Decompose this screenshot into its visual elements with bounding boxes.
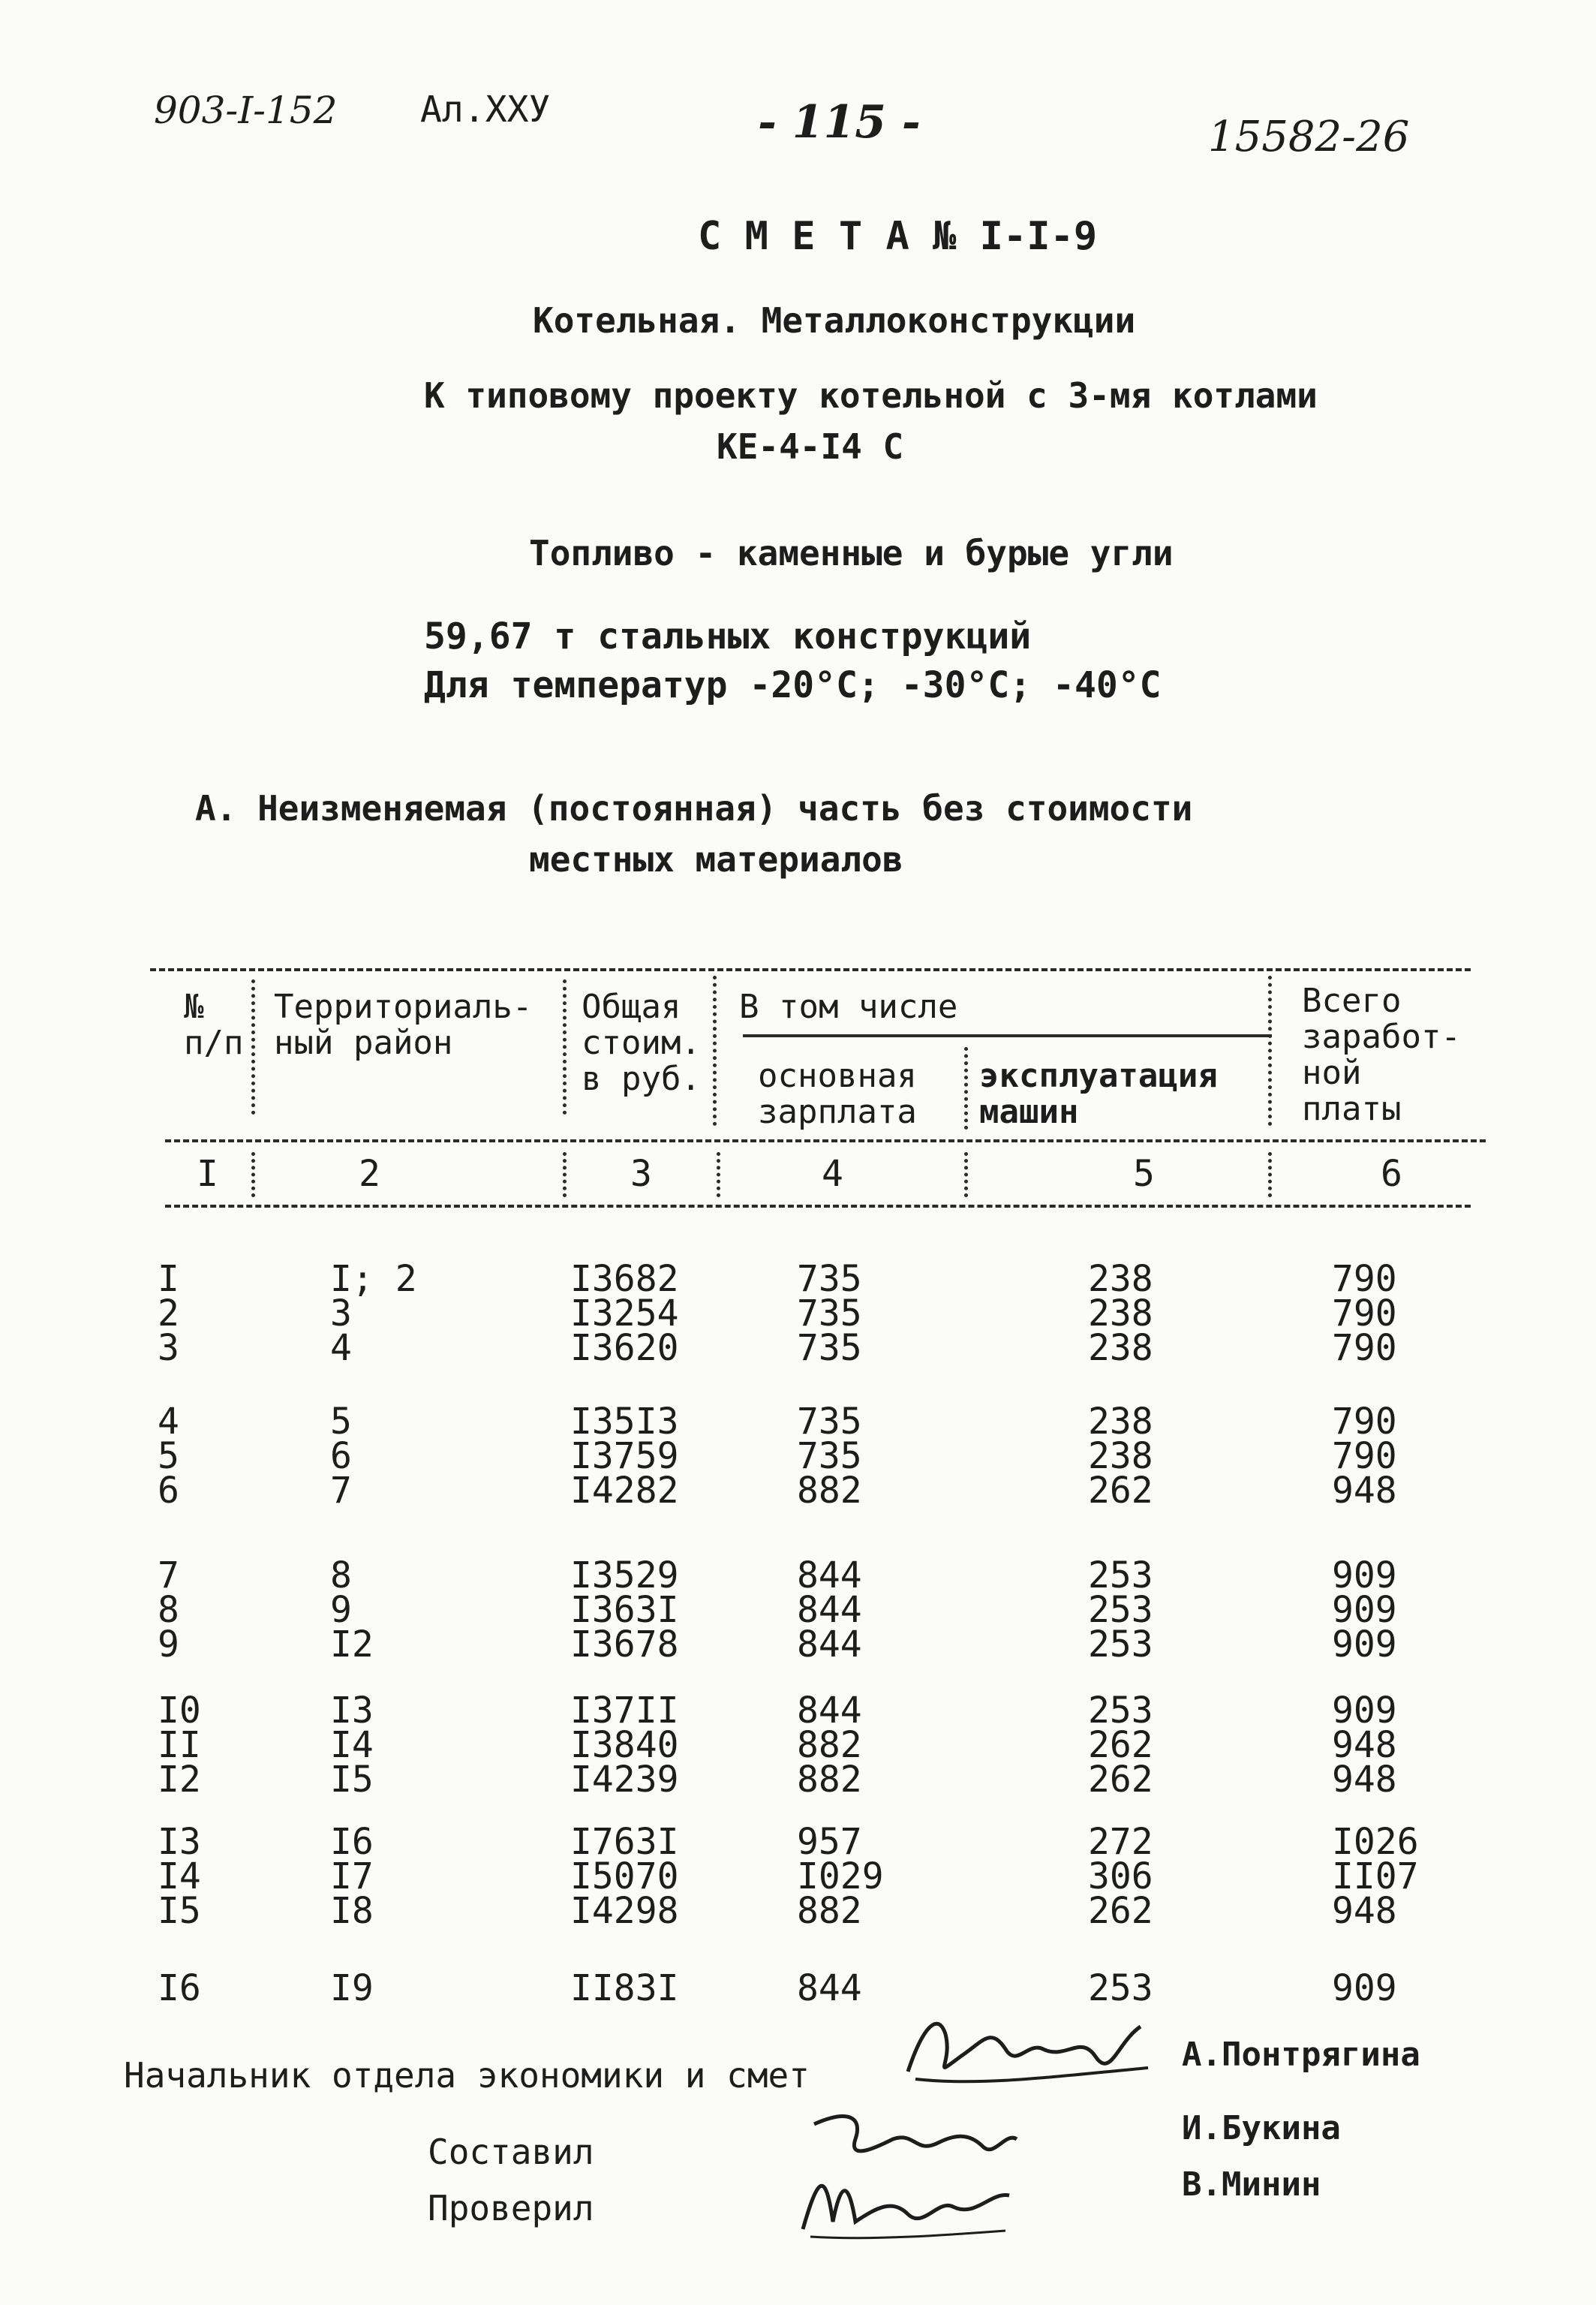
project-line-1: К типовому проекту котельной с 3-мя котлами <box>424 375 1318 416</box>
column-divider <box>713 976 717 1126</box>
temperature-line: Для температур -20°С; -30°С; -40°С <box>424 664 1162 706</box>
table-cell-r12-c3: I4239 <box>570 1759 679 1801</box>
column-divider <box>964 1152 968 1197</box>
column-divider <box>964 1047 968 1130</box>
table-cell-r13-c4: 957 <box>797 1821 862 1863</box>
table-cell-r6-c1: 6 <box>158 1470 179 1512</box>
table-cell-r5-c2: 6 <box>330 1435 352 1477</box>
table-cell-r9-c1: 9 <box>158 1623 179 1666</box>
table-cell-r13-c6: I026 <box>1332 1821 1419 1863</box>
table-cell-r1-c3: I3682 <box>570 1258 679 1300</box>
table-cell-r8-c5: 253 <box>1088 1589 1153 1631</box>
header-total-cost: Общая стоим. в руб. <box>582 988 701 1098</box>
table-cell-r5-c3: I3759 <box>570 1435 679 1477</box>
header-bottom-rule <box>165 1139 1486 1142</box>
table-cell-r11-c3: I3840 <box>570 1724 679 1766</box>
table-cell-r14-c2: I7 <box>330 1855 374 1897</box>
table-cell-r14-c4: I029 <box>797 1855 884 1897</box>
table-cell-r3-c5: 238 <box>1088 1327 1153 1369</box>
table-cell-r4-c3: I35I3 <box>570 1401 679 1443</box>
column-number-2: 2 <box>359 1153 380 1195</box>
header-group-including: В том числе <box>739 988 958 1026</box>
table-cell-r3-c4: 735 <box>797 1327 862 1369</box>
table-cell-r13-c5: 272 <box>1088 1821 1153 1863</box>
table-cell-r3-c1: 3 <box>158 1327 179 1369</box>
table-cell-r16-c3: II83I <box>570 1967 679 2009</box>
project-line-2: КЕ-4-I4 С <box>717 426 904 467</box>
column-divider <box>251 979 255 1115</box>
column-number-3: 3 <box>630 1153 652 1195</box>
table-cell-r2-c1: 2 <box>158 1292 179 1335</box>
table-cell-r8-c6: 909 <box>1332 1589 1397 1631</box>
table-cell-r9-c3: I3678 <box>570 1623 679 1666</box>
chief-label: Начальник отдела экономики и смет <box>124 2055 810 2096</box>
column-divider <box>1268 976 1272 1126</box>
table-cell-r6-c3: I4282 <box>570 1470 679 1512</box>
album-number: Ал.XXУ <box>420 89 551 131</box>
column-number-1: I <box>197 1153 218 1195</box>
table-cell-r15-c5: 262 <box>1088 1890 1153 1932</box>
table-cell-r1-c4: 735 <box>797 1258 862 1300</box>
table-cell-r2-c5: 238 <box>1088 1292 1153 1335</box>
table-cell-r1-c6: 790 <box>1332 1258 1397 1300</box>
table-cell-r11-c1: II <box>158 1724 201 1766</box>
table-cell-r7-c6: 909 <box>1332 1554 1397 1596</box>
table-cell-r15-c6: 948 <box>1332 1890 1397 1932</box>
chief-signature <box>893 1997 1163 2102</box>
section-title-line-1: А. Неизменяемая (постоянная) часть без стоимости <box>195 788 1193 829</box>
table-cell-r10-c3: I37II <box>570 1690 679 1732</box>
table-cell-r5-c4: 735 <box>797 1435 862 1477</box>
table-cell-r16-c6: 909 <box>1332 1967 1397 2009</box>
table-cell-r10-c6: 909 <box>1332 1690 1397 1732</box>
table-cell-r16-c2: I9 <box>330 1967 374 2009</box>
table-cell-r4-c1: 4 <box>158 1401 179 1443</box>
table-cell-r5-c1: 5 <box>158 1435 179 1477</box>
table-cell-r1-c1: I <box>158 1258 179 1300</box>
table-cell-r3-c3: I3620 <box>570 1327 679 1369</box>
table-cell-r7-c4: 844 <box>797 1554 862 1596</box>
header-base-salary: основная зарплата <box>758 1057 917 1131</box>
table-cell-r3-c2: 4 <box>330 1327 352 1369</box>
table-cell-r12-c2: I5 <box>330 1759 374 1801</box>
table-cell-r15-c2: I8 <box>330 1890 374 1932</box>
table-cell-r15-c3: I4298 <box>570 1890 679 1932</box>
chief-name: А.Понтрягина <box>1182 2036 1420 2074</box>
column-divider <box>251 1152 255 1197</box>
table-cell-r4-c5: 238 <box>1088 1401 1153 1443</box>
table-cell-r10-c2: I3 <box>330 1690 374 1732</box>
table-cell-r10-c4: 844 <box>797 1690 862 1732</box>
table-cell-r8-c2: 9 <box>330 1589 352 1631</box>
table-cell-r2-c3: I3254 <box>570 1292 679 1335</box>
column-divider <box>1268 1152 1272 1197</box>
table-cell-r5-c5: 238 <box>1088 1435 1153 1477</box>
table-cell-r16-c1: I6 <box>158 1967 201 2009</box>
table-cell-r12-c6: 948 <box>1332 1759 1397 1801</box>
compiled-label: Составил <box>428 2132 594 2172</box>
table-cell-r1-c2: I; 2 <box>330 1258 417 1300</box>
table-cell-r7-c2: 8 <box>330 1554 352 1596</box>
table-cell-r9-c4: 844 <box>797 1623 862 1666</box>
table-cell-r6-c4: 882 <box>797 1470 862 1512</box>
table-top-rule <box>150 968 1471 971</box>
table-cell-r1-c5: 238 <box>1088 1258 1153 1300</box>
column-number-6: 6 <box>1381 1153 1402 1195</box>
checker-signature <box>795 2162 1020 2244</box>
table-cell-r14-c3: I5070 <box>570 1855 679 1897</box>
table-cell-r9-c6: 909 <box>1332 1623 1397 1666</box>
header-total-wages: Всего заработ- ной платы <box>1302 982 1461 1128</box>
table-cell-r4-c2: 5 <box>330 1401 352 1443</box>
column-number-4: 4 <box>822 1153 843 1195</box>
fuel-line: Топливо - каменные и бурые угли <box>529 533 1174 573</box>
table-cell-r10-c5: 253 <box>1088 1690 1153 1732</box>
table-cell-r11-c2: I4 <box>330 1724 374 1766</box>
table-cell-r14-c5: 306 <box>1088 1855 1153 1897</box>
table-cell-r13-c2: I6 <box>330 1821 374 1863</box>
table-cell-r12-c4: 882 <box>797 1759 862 1801</box>
table-cell-r15-c1: I5 <box>158 1890 201 1932</box>
table-cell-r11-c6: 948 <box>1332 1724 1397 1766</box>
table-cell-r6-c2: 7 <box>330 1470 352 1512</box>
compiled-name: И.Букина <box>1182 2109 1341 2147</box>
table-cell-r2-c4: 735 <box>797 1292 862 1335</box>
table-cell-r13-c1: I3 <box>158 1821 201 1863</box>
table-cell-r9-c5: 253 <box>1088 1623 1153 1666</box>
table-cell-r7-c3: I3529 <box>570 1554 679 1596</box>
table-cell-r3-c6: 790 <box>1332 1327 1397 1369</box>
column-number-5: 5 <box>1133 1153 1155 1195</box>
section-title-line-2: местных материалов <box>529 839 903 880</box>
table-cell-r11-c4: 882 <box>797 1724 862 1766</box>
table-cell-r11-c5: 262 <box>1088 1724 1153 1766</box>
table-cell-r7-c1: 7 <box>158 1554 179 1596</box>
column-divider <box>717 1152 720 1197</box>
table-cell-r4-c6: 790 <box>1332 1401 1397 1443</box>
table-cell-r7-c5: 253 <box>1088 1554 1153 1596</box>
column-divider <box>563 1152 567 1197</box>
table-cell-r16-c4: 844 <box>797 1967 862 2009</box>
header-machine-operation: эксплуатация машин <box>979 1057 1218 1131</box>
table-cell-r2-c2: 3 <box>330 1292 352 1335</box>
table-cell-r14-c6: II07 <box>1332 1855 1419 1897</box>
table-cell-r9-c2: I2 <box>330 1623 374 1666</box>
object-title: Котельная. Металлоконструкции <box>533 300 1136 341</box>
table-cell-r15-c4: 882 <box>797 1890 862 1932</box>
table-cell-r6-c5: 262 <box>1088 1470 1153 1512</box>
table-cell-r8-c1: 8 <box>158 1589 179 1631</box>
number-row-rule <box>165 1205 1471 1208</box>
table-cell-r13-c3: I763I <box>570 1821 679 1863</box>
column-divider <box>563 979 567 1115</box>
table-cell-r12-c5: 262 <box>1088 1759 1153 1801</box>
group-header-rule <box>743 1034 1272 1037</box>
table-cell-r4-c4: 735 <box>797 1401 862 1443</box>
checked-label: Проверил <box>428 2188 594 2228</box>
table-cell-r2-c6: 790 <box>1332 1292 1397 1335</box>
table-cell-r12-c1: I2 <box>158 1759 201 1801</box>
page-number: - 115 - <box>758 96 921 149</box>
mass-line: 59,67 т стальных конструкций <box>424 615 1032 657</box>
table-cell-r10-c1: I0 <box>158 1690 201 1732</box>
checked-name: В.Минин <box>1182 2165 1321 2204</box>
header-territorial-region: Территориаль- ный район <box>274 988 533 1062</box>
table-cell-r16-c5: 253 <box>1088 1967 1153 2009</box>
sheet-code: 15582-26 <box>1208 113 1410 161</box>
table-cell-r8-c3: I363I <box>570 1589 679 1631</box>
table-cell-r14-c1: I4 <box>158 1855 201 1897</box>
document-code: 903-I-152 <box>154 89 338 132</box>
table-cell-r5-c6: 790 <box>1332 1435 1397 1477</box>
header-row-number: № п/п <box>184 988 244 1062</box>
table-cell-r6-c6: 948 <box>1332 1470 1397 1512</box>
table-cell-r8-c4: 844 <box>797 1589 862 1631</box>
smeta-title: С М Е Т А № I-I-9 <box>698 214 1098 259</box>
